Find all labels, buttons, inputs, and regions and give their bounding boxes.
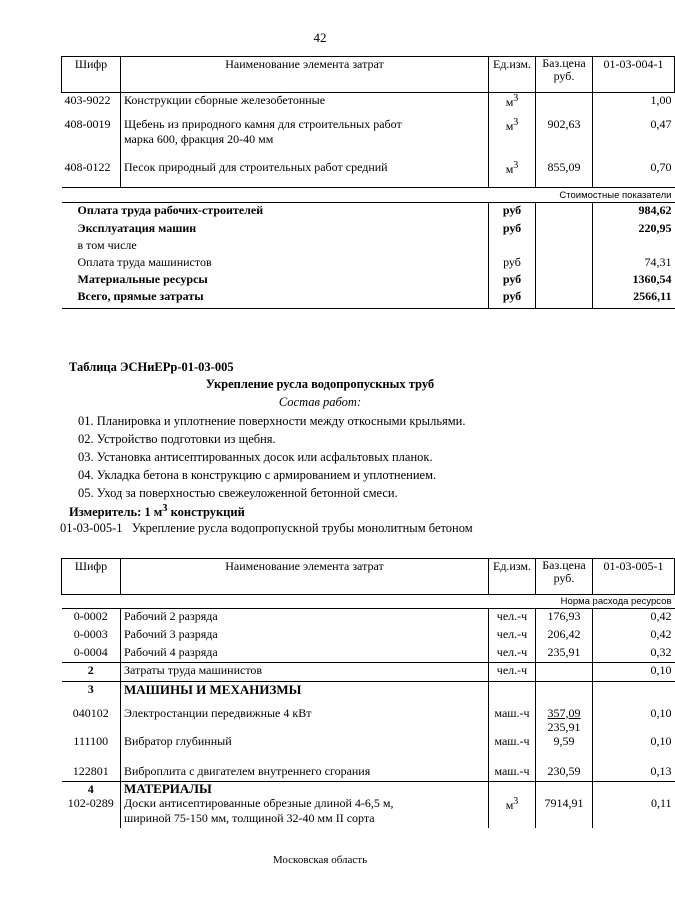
table-row: 0-0002 Рабочий 2 разряда чел.-ч 176,93 0,42 [62,609,675,627]
header-code: Шифр [62,559,121,595]
work-item: 03. Установка антисептированных досок или асфальтовых планок. [78,450,433,464]
header-price: Баз.цена руб. [536,559,593,595]
work-item: 04. Укладка бетона в конструкцию с армированием и уплотнением. [78,468,437,482]
table-row: 040102 Электростанции передвижные 4 кВт маш.-ч 357,09 235,91 0,10 [62,702,675,734]
summary-row: Всего, прямые затраты руб 2566,11 [62,289,675,309]
table-row: 0-0004 Рабочий 4 разряда чел.-ч 235,91 0,32 [62,645,675,663]
table-row: 2 Затраты труда машинистов чел.-ч 0,10 [62,663,675,682]
group-header: 3 МАШИНЫ И МЕХАНИЗМЫ [62,682,675,702]
table-row: 111100 Вибратор глубинный маш.-ч 9,59 0,10 [62,734,675,760]
section-title: Укрепление русла водопропускных труб [205,377,435,391]
table-row: 408-0019 Щебень из природного камня для строительных работ марка 600, фракция 20-40 мм $м^3$ 902,63 0,47 [62,117,675,160]
summary-row: Материальные ресурсы руб 1360,54 [62,272,675,289]
table-row: 408-0122 Песок природный для строительных работ средний $м^3$ 855,09 0,70 [62,160,675,188]
cost-indicators-subheader: Стоимостные показатели [62,188,675,203]
page-number: 42 [313,30,327,45]
item-title: 01-03-005-1 Укрепление русла водопропускной трубы монолитным бетоном [60,521,473,535]
resource-table-2 [61,558,675,828]
measure-unit: Измеритель: 1 $м^3$ конструкций [69,503,245,520]
resource-norm-subheader: Норма расхода ресурсов [62,595,675,609]
header-code: Шифр [62,57,121,93]
summary-row: Эксплуатация машин руб 220,95 [62,221,675,238]
header-column: 01-03-004-1 [593,57,675,93]
summary-row: в том числе [62,238,675,255]
table-label: Таблица ЭСНиЕРр-01-03-005 [69,360,234,374]
header-unit: Ед.изм. [489,57,536,93]
header-name: Наименование элемента затрат [121,559,489,595]
table-row: 102-0289 Доски антисептированные обрезные длиной 4-6,5 м, шириной 75-150 мм, толщиной 32-40 мм II сорта $м^3$ 7914,91 0,11 [62,796,675,828]
header-column: 01-03-005-1 [593,559,675,595]
table-row: 0-0003 Рабочий 3 разряда чел.-ч 206,42 0,42 [62,627,675,645]
section-subtitle: Состав работ: [278,395,362,409]
group-header: 4 МАТЕРИАЛЫ [62,782,675,797]
summary-row: Оплата труда машинистов руб 74,31 [62,255,675,272]
summary-row: Оплата труда рабочих-строителей руб 984,62 [62,203,675,221]
header-name: Наименование элемента затрат [121,57,489,93]
resource-table-1 [61,56,675,309]
table-row: 403-9022 Конструкции сборные железобетонные $м^3$ 1,00 [62,93,675,117]
table-row: 122801 Виброплита с двигателем внутреннего сгорания маш.-ч 230,59 0,13 [62,760,675,782]
work-item: 02. Устройство подготовки из щебня. [78,432,276,446]
header-price: Баз.цена руб. [536,57,593,93]
work-item: 05. Уход за поверхностью свежеуложенной бетонной смеси. [78,486,398,500]
page-footer: Московская область [272,854,368,866]
header-unit: Ед.изм. [489,559,536,595]
work-item: 01. Планировка и уплотнение поверхности между откосными крыльями. [78,414,466,428]
